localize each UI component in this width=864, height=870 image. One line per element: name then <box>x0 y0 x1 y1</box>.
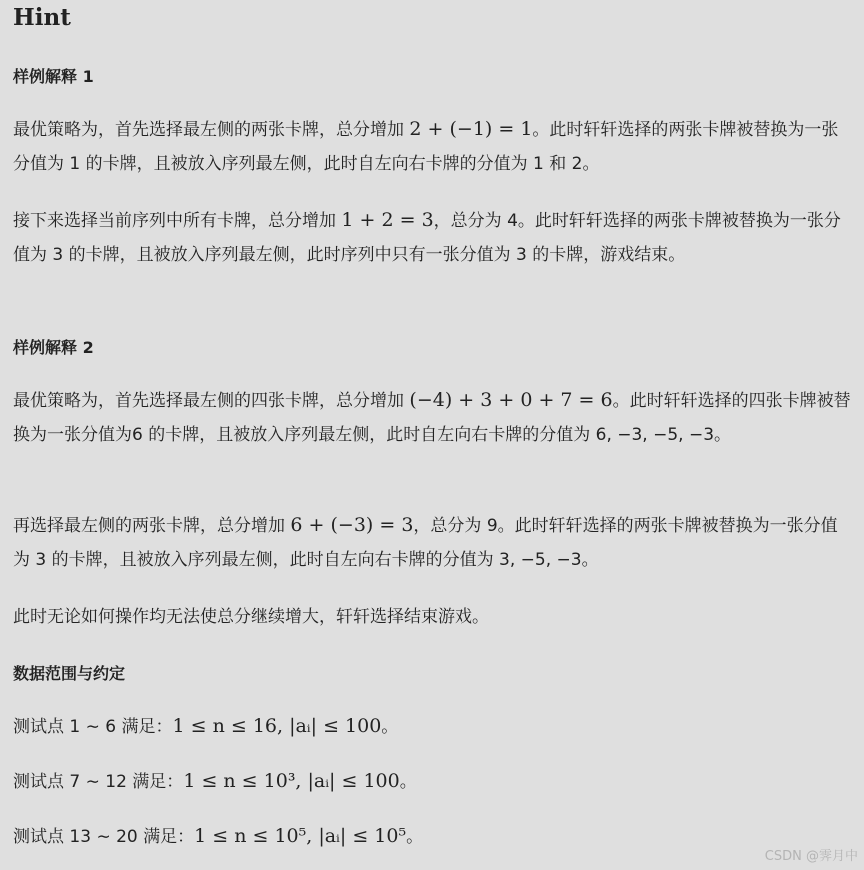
paragraph-sample-2-end: 此时无论如何操作均无法使总分继续增大，轩轩选择结束游戏。 <box>13 607 489 627</box>
math-expression: 1 + 2 = 3 <box>341 209 434 231</box>
watermark: CSDN @霁月中 <box>764 849 858 864</box>
math-expression: 2 + (−1) = 1 <box>409 118 533 140</box>
paragraph-sample-1-step-2: 接下来选择当前序列中所有卡牌，总分增加 1 + 2 = 3，总分为 4。此时轩轩选择的两张卡牌被替换为一张分值为 3 的卡牌，且被放入序列最左侧，此时序列中只有一张分值为 3 的卡牌，游戏结束。 <box>13 209 841 265</box>
paragraph-sample-2-step-2: 再选择最左侧的两张卡牌，总分增加 6 + (−3) = 3，总分为 9。此时轩轩选择的两张卡牌被替换为一张分值为 3 的卡牌，且被放入序列最左侧，此时自左向右卡牌的分值为 3, −5, −3。 <box>13 514 838 570</box>
constraint-line-2: 测试点 7 ∼ 12 满足：1 ≤ n ≤ 10³, |aᵢ| ≤ 100。 <box>13 770 417 792</box>
constraint-line-1: 测试点 1 ∼ 6 满足：1 ≤ n ≤ 16, |aᵢ| ≤ 100。 <box>13 715 399 737</box>
section-heading-sample-2: 样例解释 2 <box>13 338 94 357</box>
math-expression: 1 ≤ n ≤ 16, |aᵢ| ≤ 100 <box>172 715 382 737</box>
hint-title: Hint <box>13 4 71 31</box>
math-expression: 1 ≤ n ≤ 10⁵, |aᵢ| ≤ 10⁵ <box>194 825 407 847</box>
section-heading-constraints: 数据范围与约定 <box>13 664 126 683</box>
paragraph-sample-2-step-1: 最优策略为，首先选择最左侧的四张卡牌，总分增加 (−4) + 3 + 0 + 7 = 6。此时轩轩选择的四张卡牌被替换为一张分值为6 的卡牌，且被放入序列最左侧，此时自左向右卡牌的分值为 6, −3, −5, −3。 <box>13 389 851 445</box>
math-expression: (−4) + 3 + 0 + 7 = 6 <box>409 389 613 411</box>
math-expression: 1 ≤ n ≤ 10³, |aᵢ| ≤ 100 <box>183 770 400 792</box>
math-expression: 6 + (−3) = 3 <box>290 514 414 536</box>
constraint-line-3: 测试点 13 ∼ 20 满足：1 ≤ n ≤ 10⁵, |aᵢ| ≤ 10⁵。 <box>13 825 424 847</box>
section-heading-sample-1: 样例解释 1 <box>13 67 94 86</box>
paragraph-sample-1-step-1: 最优策略为，首先选择最左侧的两张卡牌，总分增加 2 + (−1) = 1。此时轩轩选择的两张卡牌被替换为一张分值为 1 的卡牌，且被放入序列最左侧，此时自左向右卡牌的分值为 1 和 2。 <box>13 118 839 174</box>
